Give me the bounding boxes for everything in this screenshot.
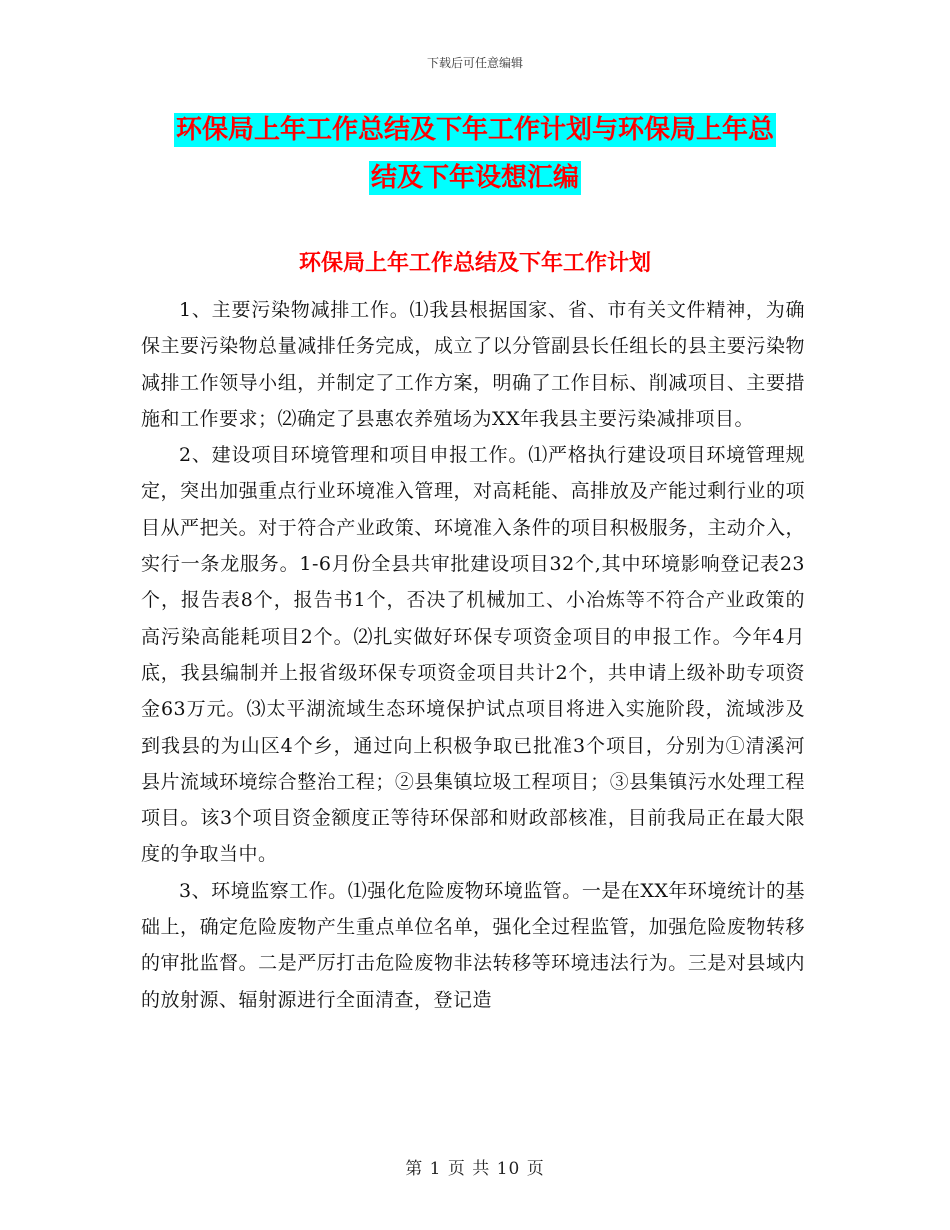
document-title <box>140 106 810 202</box>
body-text <box>141 292 805 1018</box>
document-title-line1: 环保局上年工作总结及下年工作计划与环保局上年总 <box>175 115 774 145</box>
header-note: 下载后可任意编辑 <box>426 56 523 70</box>
section-title: 环保局上年工作总结及下年工作计划 <box>298 251 651 276</box>
paragraph-3: 3、环境监察工作。⑴强化危险废物环境监管。一是在XX年环境统计的基础上，确定危险废物产生重点单位名单，强化全过程监管，加强危险废物转移的审批监督。二是严厉打击危险废物非法转移等环境违法行为。三是对县域内的放射源、辐射源进行全面清查，登记造 <box>141 879 805 1011</box>
paragraph-2: 2、建设项目环境管理和项目申报工作。⑴严格执行建设项目环境管理规定，突出加强重点行业环境准入管理，对高耗能、高排放及产能过剩行业的项目从严把关。对于符合产业政策、环境准入条件的项目积极服务，主动介入，实行一条龙服务。1-6月份全县共审批建设项目32个,其中环境影响登记表23个，报告表8个，报告书1个，否决了机械加工、小冶炼等不符合产业政策的高污染高能耗项目2个。⑵扎实做好环保专项资金项目的申报工作。今年4月底，我县编制并上报省级环保专项资金项目共计2个，共申请上级补助专项资金63万元。⑶太平湖流域生态环境保护试点项目将进入实施阶段，流域涉及到我县的为山区4个乡，通过向上积极争取已批准3个项目，分别为①清溪河县片流域环境综合整治工程；②县集镇垃圾工程项目；③县集镇污水处理工程项目。该3个项目资金额度正等待环保部和财政部核准，目前我局正在最大限度的争取当中。 <box>141 444 805 866</box>
paragraph-1: 1、主要污染物减排工作。⑴我县根据国家、省、市有关文件精神，为确保主要污染物总量减排任务完成，成立了以分管副县长任组长的县主要污染物减排工作领导小组，并制定了工作方案，明确了工作目标、削减项目、主要措施和工作要求；⑵确定了县惠农养殖场为XX年我县主要污染减排项目。 <box>141 299 805 430</box>
document-title-line2: 结及下年设想汇编 <box>370 163 579 193</box>
page-number-footer: 第 1 页 共 10 页 <box>405 1159 545 1179</box>
